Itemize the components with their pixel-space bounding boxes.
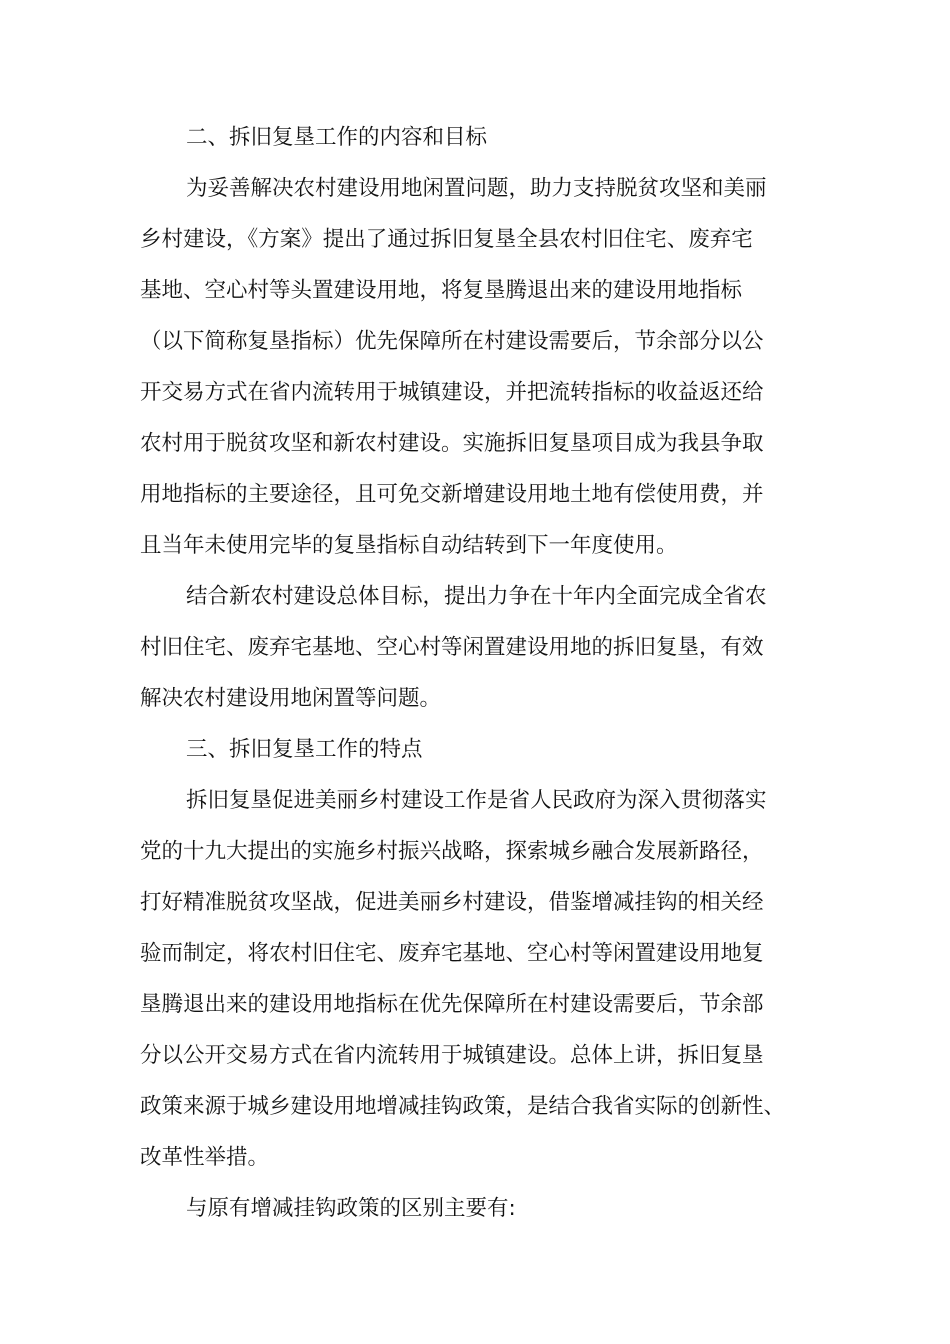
paragraph (140, 163, 820, 571)
paragraph-line: 分以公开交易方式在省内流转用于城镇建设。总体上讲，拆旧复垦 (140, 1043, 764, 1068)
paragraph-line: （以下简称复垦指标）优先保障所在村建设需要后，节余部分以公 (140, 329, 764, 354)
paragraph-line: 验而制定，将农村旧住宅、废弃宅基地、空心村等闲置建设用地复 (140, 941, 764, 966)
paragraph-line: 与原有增减挂钩政策的区别主要有: (186, 1196, 516, 1221)
paragraph (140, 775, 820, 1183)
document-body (140, 112, 820, 1234)
paragraph-line: 党的十九大提出的实施乡村振兴战略，探索城乡融合发展新路径， (140, 839, 764, 864)
heading-text: 二、拆旧复垦工作的内容和目标 (186, 125, 488, 150)
paragraph-line: 拆旧复垦促进美丽乡村建设工作是省人民政府为深入贯彻落实 (186, 788, 767, 813)
paragraph (140, 571, 820, 724)
paragraph (140, 1183, 820, 1234)
section-heading (140, 112, 820, 163)
section-heading (140, 724, 820, 775)
paragraph-line: 基地、空心村等头置建设用地，将复垦腾退出来的建设用地指标 (140, 278, 743, 303)
paragraph-line: 为妥善解决农村建设用地闲置问题，助力支持脱贫攻坚和美丽 (186, 176, 767, 201)
paragraph-line: 农村用于脱贫攻坚和新农村建设。实施拆旧复垦项目成为我县争取 (140, 431, 764, 456)
heading-text: 三、拆旧复垦工作的特点 (186, 737, 423, 762)
paragraph-line: 改革性举措。 (140, 1145, 270, 1170)
paragraph-line: 结合新农村建设总体目标，提出力争在十年内全面完成全省农 (186, 584, 767, 609)
paragraph-line: 解决农村建设用地闲置等问题。 (140, 686, 442, 711)
paragraph-line: 开交易方式在省内流转用于城镇建设，并把流转指标的收益返还给 (140, 380, 764, 405)
paragraph-line: 政策来源于城乡建设用地增减挂钩政策，是结合我省实际的创新性、 (140, 1094, 786, 1119)
paragraph-line: 乡村建设，《方案》提出了通过拆旧复垦全县农村旧住宅、废弃宅 (140, 227, 753, 252)
paragraph-line: 村旧住宅、废弃宅基地、空心村等闲置建设用地的拆旧复垦，有效 (140, 635, 764, 660)
paragraph-line: 且当年未使用完毕的复垦指标自动结转到下一年度使用。 (140, 533, 678, 558)
paragraph-line: 垦腾退出来的建设用地指标在优先保障所在村建设需要后，节余部 (140, 992, 764, 1017)
paragraph-line: 打好精准脱贫攻坚战，促进美丽乡村建设，借鉴增减挂钩的相关经 (140, 890, 764, 915)
paragraph-line: 用地指标的主要途径，且可免交新增建设用地土地有偿使用费，并 (140, 482, 764, 507)
